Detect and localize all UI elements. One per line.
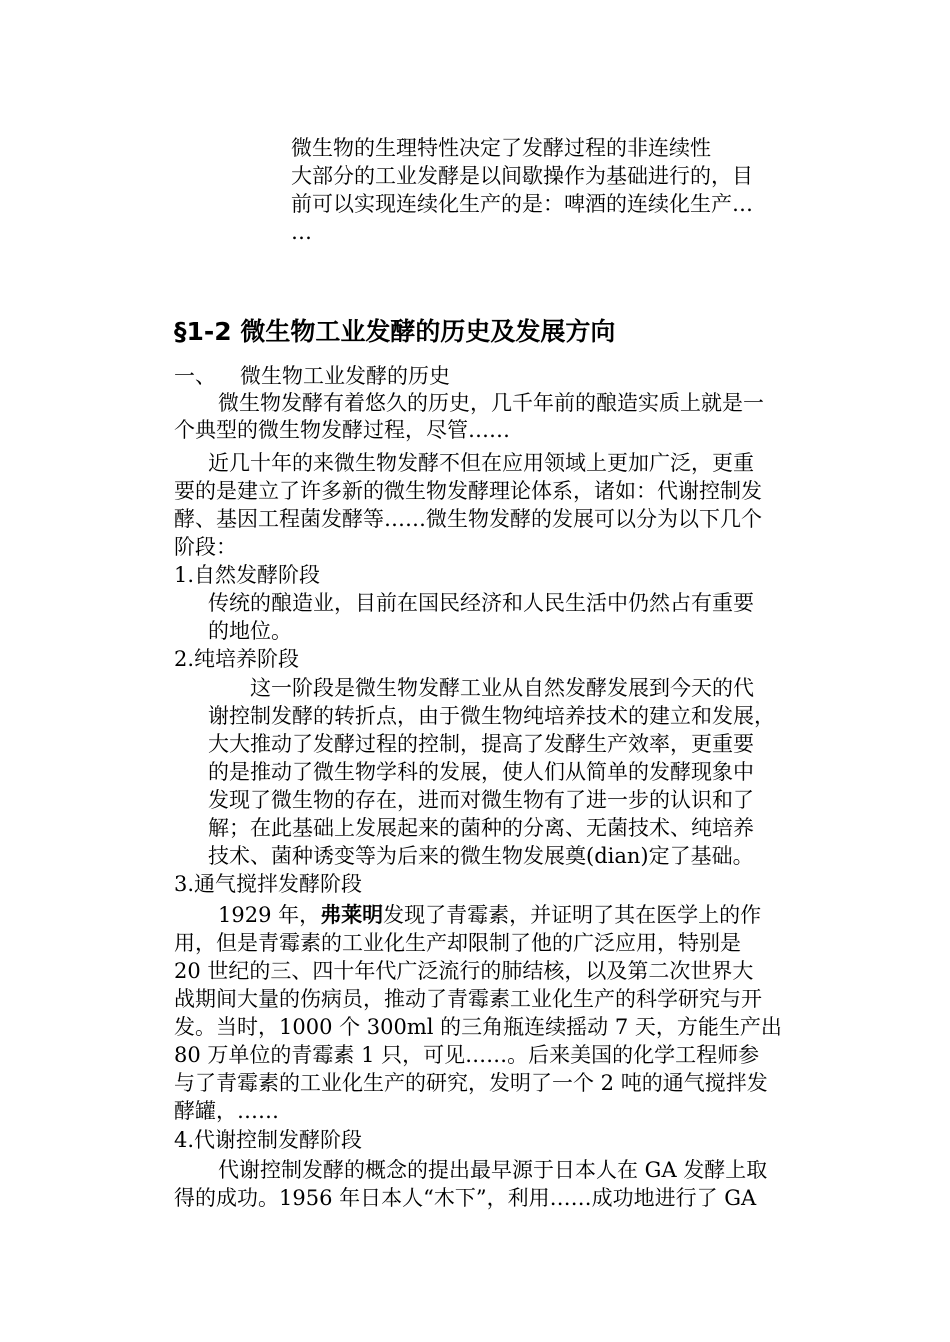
bold-name: 弗莱明 — [320, 903, 384, 927]
stage-line: 谢控制发酵的转折点，由于微生物纯培养技术的建立和发展， — [208, 704, 775, 728]
stage-title: 3.通气搅拌发酵阶段 — [174, 872, 363, 896]
paragraph-line: 个典型的微生物发酵过程，尽管…… — [174, 418, 510, 442]
stage-line: 传统的酿造业，目前在国民经济和人民生活中仍然占有重要 — [208, 591, 754, 615]
stage-line: 的是推动了微生物学科的发展，使人们从简单的发酵现象中 — [208, 760, 754, 784]
stage-line: 发现了微生物的存在，进而对微生物有了进一步的认识和了 — [208, 788, 754, 812]
stage-text: 发现了青霉素，并证明了其在医学上的作 — [383, 903, 762, 927]
paragraph-line: 微生物发酵有着悠久的历史，几千年前的酿造实质上就是一 — [218, 391, 764, 415]
stage-line: 大大推动了发酵过程的控制，提高了发酵生产效率，更重要 — [208, 732, 754, 756]
stage-title: 1.自然发酵阶段 — [174, 563, 321, 587]
stage-text: 1929 年， — [218, 903, 321, 927]
stage-line: 20 世纪的三、四十年代广泛流行的肺结核，以及第二次世界大 — [174, 959, 754, 983]
stage-first-line — [218, 901, 761, 929]
stage-line: 代谢控制发酵的概念的提出最早源于日本人在 GA 发酵上取 — [218, 1158, 768, 1182]
intro-line: 大部分的工业发酵是以间歇操作为基础进行的，目 — [291, 164, 753, 188]
intro-line: … — [291, 220, 312, 244]
stage-line: 酵罐，…… — [174, 1099, 279, 1123]
stage-title: 4.代谢控制发酵阶段 — [174, 1128, 363, 1152]
stage-line: 80 万单位的青霉素 1 只，可见……。后来美国的化学工程师参 — [174, 1043, 760, 1067]
stage-line: 得的成功。1956 年日本人“木下”，利用……成功地进行了 GA — [174, 1186, 757, 1210]
section-title: §1-2 微生物工业发酵的历史及发展方向 — [174, 317, 616, 346]
paragraph-line: 近几十年的来微生物发酵不但在应用领域上更加广泛，更重 — [208, 451, 754, 475]
stage-line: 解；在此基础上发展起来的菌种的分离、无菌技术、纯培养 — [208, 816, 754, 840]
stage-line: 与了青霉素的工业化生产的研究，发明了一个 2 吨的通气搅拌发 — [174, 1071, 768, 1095]
paragraph-line: 酵、基因工程菌发酵等……微生物发酵的发展可以分为以下几个 — [174, 507, 762, 531]
stage-title: 2.纯培养阶段 — [174, 647, 300, 671]
part-heading-number: 一、 — [174, 364, 216, 388]
stage-line: 技术、菌种诱变等为后来的微生物发展奠(dian)定了基础。 — [208, 844, 754, 868]
intro-line: 微生物的生理特性决定了发酵过程的非连续性 — [291, 136, 711, 160]
stage-line: 用，但是青霉素的工业化生产却限制了他的广泛应用，特别是 — [174, 931, 741, 955]
intro-line: 前可以实现连续化生产的是：啤酒的连续化生产… — [291, 192, 753, 216]
part-heading-text: 微生物工业发酵的历史 — [240, 364, 450, 388]
stage-line: 这一阶段是微生物发酵工业从自然发酵发展到今天的代 — [250, 676, 754, 700]
stage-line: 战期间大量的伤病员，推动了青霉素工业化生产的科学研究与开 — [174, 987, 762, 1011]
paragraph-line: 阶段： — [174, 535, 237, 559]
stage-line: 发。当时，1000 个 300ml 的三角瓶连续摇动 7 天，方能生产出 — [174, 1015, 782, 1039]
stage-line: 的地位。 — [208, 619, 292, 643]
paragraph-line: 要的是建立了许多新的微生物发酵理论体系，诸如：代谢控制发 — [174, 479, 762, 503]
